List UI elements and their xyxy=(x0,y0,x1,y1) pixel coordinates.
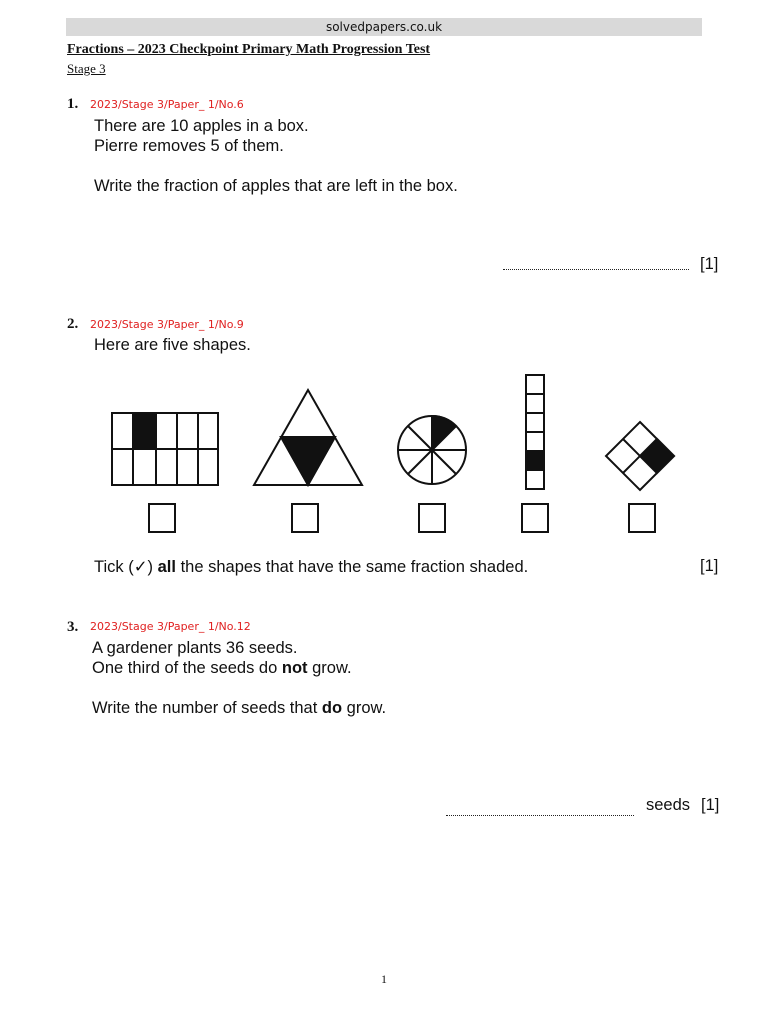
page-number: 1 xyxy=(381,972,387,986)
tick-box-column[interactable] xyxy=(521,503,549,533)
circle-shape xyxy=(398,416,466,484)
question-1-marks: [1] xyxy=(700,255,719,273)
question-2-intro: Here are five shapes. xyxy=(94,336,251,354)
tick-box-rectangle[interactable] xyxy=(148,503,176,533)
tick-box-circle[interactable] xyxy=(418,503,446,533)
tick-box-diamond[interactable] xyxy=(628,503,656,533)
question-3-answer-line[interactable] xyxy=(446,815,634,816)
question-2-instruction: Tick (✓) all the shapes that have the same fraction shaded. xyxy=(94,558,529,576)
question-3-line-2: One third of the seeds do not grow. xyxy=(92,659,352,677)
question-2-reference: 2023/Stage 3/Paper_ 1/No.9 xyxy=(90,318,244,331)
question-1-line-3: Write the fraction of apples that are left in the box. xyxy=(94,177,458,195)
question-2-number: 2. xyxy=(67,316,79,332)
question-1-reference: 2023/Stage 3/Paper_ 1/No.6 xyxy=(90,98,244,111)
question-3-unit: seeds xyxy=(646,796,691,814)
question-1-number: 1. xyxy=(67,96,79,112)
question-2-marks: [1] xyxy=(700,557,719,575)
question-3-reference: 2023/Stage 3/Paper_ 1/No.12 xyxy=(90,620,251,633)
question-3-line-3: Write the number of seeds that do grow. xyxy=(92,699,387,717)
diamond-shaded-part xyxy=(640,439,674,473)
rectangle-grid-shape xyxy=(112,413,218,485)
question-1-line-1: There are 10 apples in a box. xyxy=(94,117,309,135)
rectangle-shaded-part xyxy=(135,413,156,449)
column-shape xyxy=(526,375,544,489)
question-3-line-1: A gardener plants 36 seeds. xyxy=(92,639,298,657)
column-shaded-part xyxy=(526,451,544,470)
triangle-shaded-part xyxy=(281,437,335,485)
tick-box-triangle[interactable] xyxy=(291,503,319,533)
stage-label: Stage 3 xyxy=(67,61,106,76)
question-1-answer-line[interactable] xyxy=(503,269,689,270)
diamond-shape xyxy=(606,422,674,490)
question-3-number: 3. xyxy=(67,619,79,635)
question-1-line-2: Pierre removes 5 of them. xyxy=(94,137,284,155)
shapes-figure xyxy=(0,360,768,500)
triangle-shape xyxy=(254,390,362,485)
page-title: Fractions – 2023 Checkpoint Primary Math Progression Test xyxy=(67,42,431,57)
circle-shaded-part xyxy=(432,416,456,450)
question-3-marks: [1] xyxy=(701,796,720,814)
site-banner: solvedpapers.co.uk xyxy=(66,18,702,36)
